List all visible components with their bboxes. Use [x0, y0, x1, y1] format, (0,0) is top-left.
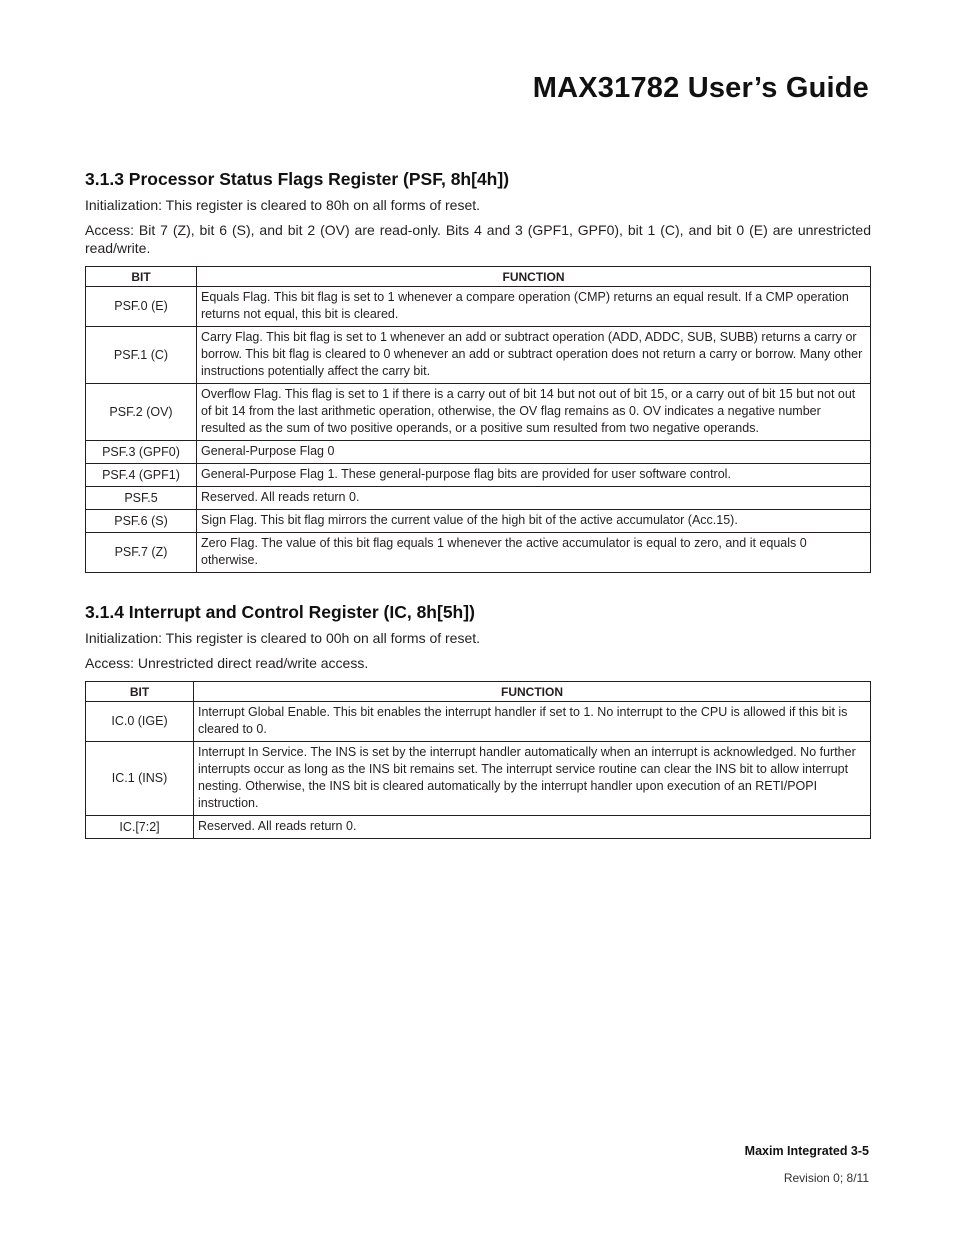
- bit-cell: IC.1 (INS): [86, 742, 194, 816]
- bit-cell: PSF.7 (Z): [86, 533, 197, 573]
- table-row: [86, 533, 871, 573]
- bit-cell: PSF.3 (GPF0): [86, 441, 197, 464]
- psf-register-table: [85, 266, 871, 573]
- ic-access: Access: Unrestricted direct read/write access.: [85, 655, 369, 671]
- column-header-function: FUNCTION: [194, 682, 871, 702]
- table-row: [86, 464, 871, 487]
- table-row: [86, 287, 871, 327]
- table-row: [86, 384, 871, 441]
- psf-access: Access: Bit 7 (Z), bit 6 (S), and bit 2 (OV) are read-only. Bits 4 and 3 (GPF1, GPF0), bit 1 (C), and bit 0 (E) are unrestricted read/write.: [85, 222, 871, 256]
- function-cell: Equals Flag. This bit flag is set to 1 whenever a compare operation (CMP) returns an equal result. If a CMP operation returns not equal, this bit is cleared.: [197, 287, 871, 327]
- function-cell: Overflow Flag. This flag is set to 1 if there is a carry out of bit 14 but not out of bit 15, or a carry out of bit 15 but not out of bit 14 from the last arithmetic operation, otherwise, the OV flag remains as 0. OV indicates a negative number resulted as the sum of two positive operands, or a positive sum resulted from two negative operands.: [197, 384, 871, 441]
- table-row: [86, 742, 871, 816]
- function-cell: Reserved. All reads return 0.: [194, 816, 871, 839]
- bit-cell: PSF.6 (S): [86, 510, 197, 533]
- ic-initialization: Initialization: This register is cleared to 00h on all forms of reset.: [85, 630, 481, 646]
- psf-section: [85, 169, 871, 573]
- bit-cell: PSF.5: [86, 487, 197, 510]
- function-cell: Interrupt In Service. The INS is set by the interrupt handler automatically when an interrupt is acknowledged. No further interrupts occur as long as the INS bit remains set. The interrupt service routine can clear the INS bit to allow interrupt nesting. Otherwise, the INS bit is cleared automatically by the interrupt handler upon execution of an RETI/POPI instruction.: [194, 742, 871, 816]
- ic-section: [85, 602, 871, 839]
- bit-cell: IC.[7:2]: [86, 816, 194, 839]
- bit-cell: IC.0 (IGE): [86, 702, 194, 742]
- table-header-row: [86, 267, 871, 287]
- ic-heading: 3.1.4 Interrupt and Control Register (IC, 8h[5h]): [85, 602, 475, 622]
- table-row: [86, 702, 871, 742]
- footer-brand-page-number: Maxim Integrated 3-5: [744, 1144, 869, 1158]
- footer-revision: Revision 0; 8/11: [783, 1171, 869, 1185]
- function-cell: Sign Flag. This bit flag mirrors the current value of the high bit of the active accumulator (Acc.15).: [197, 510, 871, 533]
- table-row: [86, 327, 871, 384]
- ic-register-table: [85, 681, 871, 839]
- psf-initialization: Initialization: This register is cleared to 80h on all forms of reset.: [85, 197, 481, 213]
- table-row: [86, 487, 871, 510]
- bit-cell: PSF.1 (C): [86, 327, 197, 384]
- table-row: [86, 510, 871, 533]
- function-cell: Zero Flag. The value of this bit flag equals 1 whenever the active accumulator is equal to zero, and it equals 0 otherwise.: [197, 533, 871, 573]
- bit-cell: PSF.4 (GPF1): [86, 464, 197, 487]
- bit-cell: PSF.0 (E): [86, 287, 197, 327]
- table-row: [86, 816, 871, 839]
- function-cell: General-Purpose Flag 1. These general-purpose flag bits are provided for user software control.: [197, 464, 871, 487]
- function-cell: General-Purpose Flag 0: [197, 441, 871, 464]
- table-header-row: [86, 682, 871, 702]
- bit-cell: PSF.2 (OV): [86, 384, 197, 441]
- table-row: [86, 441, 871, 464]
- document-title: MAX31782 User’s Guide: [532, 72, 869, 104]
- column-header-function: FUNCTION: [197, 267, 871, 287]
- column-header-bit: BIT: [86, 267, 197, 287]
- function-cell: Carry Flag. This bit flag is set to 1 whenever an add or subtract operation (ADD, ADDC, SUB, SUBB) returns a carry or borrow. This bit flag is cleared to 0 whenever an add or subtract operation does not return a carry or borrow. Many other instructions potentially affect the carry bit.: [197, 327, 871, 384]
- column-header-bit: BIT: [86, 682, 194, 702]
- psf-heading: 3.1.3 Processor Status Flags Register (PSF, 8h[4h]): [85, 169, 510, 189]
- function-cell: Reserved. All reads return 0.: [197, 487, 871, 510]
- function-cell: Interrupt Global Enable. This bit enables the interrupt handler if set to 1. No interrupt to the CPU is allowed if this bit is cleared to 0.: [194, 702, 871, 742]
